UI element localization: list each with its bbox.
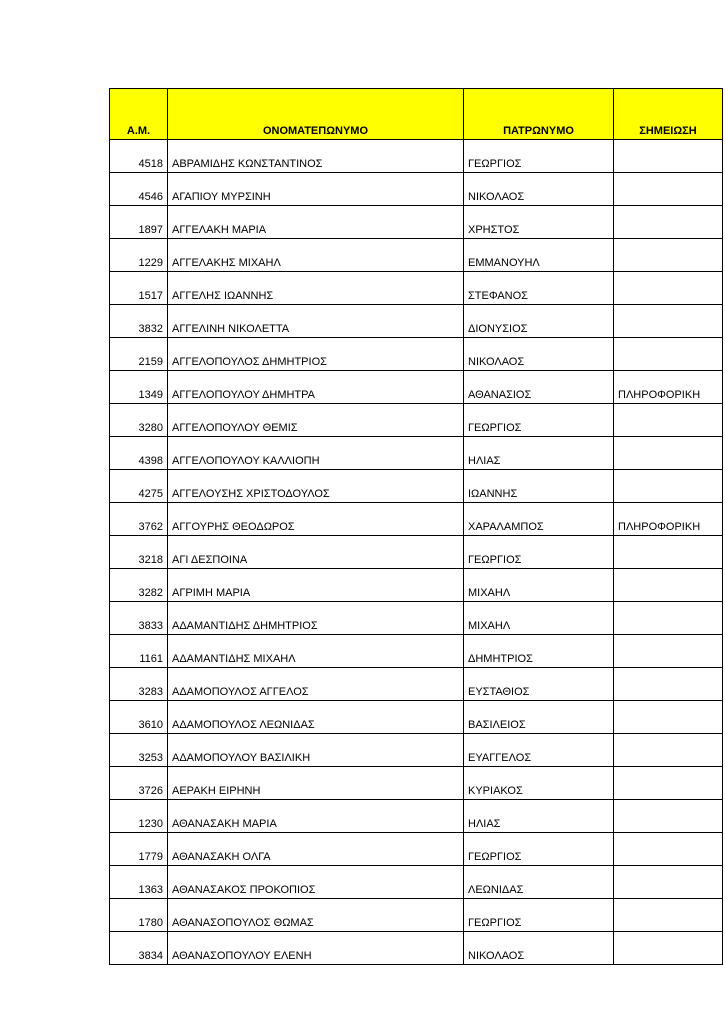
cell-note bbox=[614, 668, 723, 701]
cell-father: ΔΙΟΝΥΣΙΟΣ bbox=[464, 305, 614, 338]
cell-note bbox=[614, 536, 723, 569]
table-row bbox=[110, 140, 723, 173]
table-row bbox=[110, 833, 723, 866]
cell-note bbox=[614, 338, 723, 371]
table-row bbox=[110, 800, 723, 833]
cell-father: ΜΙΧΑΗΛ bbox=[464, 602, 614, 635]
cell-am: 3610 bbox=[110, 701, 168, 734]
cell-father: ΜΙΧΑΗΛ bbox=[464, 569, 614, 602]
header-note: ΣΗΜΕΙΩΣΗ bbox=[614, 89, 723, 140]
cell-name: ΑΓΓΕΛΟΥΣΗΣ ΧΡΙΣΤΟΔΟΥΛΟΣ bbox=[168, 470, 464, 503]
cell-father: ΙΩΑΝΝΗΣ bbox=[464, 470, 614, 503]
cell-name: ΑΘΑΝΑΣΑΚΗ ΜΑΡΙΑ bbox=[168, 800, 464, 833]
cell-name: ΑΕΡΑΚΗ ΕΙΡΗΝΗ bbox=[168, 767, 464, 800]
header-row bbox=[110, 89, 723, 140]
table-row bbox=[110, 503, 723, 536]
cell-father: ΝΙΚΟΛΑΟΣ bbox=[464, 338, 614, 371]
cell-am: 1161 bbox=[110, 635, 168, 668]
cell-note bbox=[614, 635, 723, 668]
table-row bbox=[110, 338, 723, 371]
table-row bbox=[110, 899, 723, 932]
cell-am: 3833 bbox=[110, 602, 168, 635]
student-roster-table bbox=[109, 88, 723, 965]
cell-note bbox=[614, 734, 723, 767]
cell-am: 3253 bbox=[110, 734, 168, 767]
cell-name: ΑΔΑΜΟΠΟΥΛΟΣ ΛΕΩΝΙΔΑΣ bbox=[168, 701, 464, 734]
cell-name: ΑΒΡΑΜΙΔΗΣ ΚΩΝΣΤΑΝΤΙΝΟΣ bbox=[168, 140, 464, 173]
table-row bbox=[110, 173, 723, 206]
cell-am: 4275 bbox=[110, 470, 168, 503]
cell-note bbox=[614, 404, 723, 437]
cell-am: 1779 bbox=[110, 833, 168, 866]
cell-father: ΕΥΣΤΑΘΙΟΣ bbox=[464, 668, 614, 701]
header-name: ΟΝΟΜΑΤΕΠΩΝΥΜΟ bbox=[168, 89, 464, 140]
cell-note bbox=[614, 272, 723, 305]
cell-father: ΓΕΩΡΓΙΟΣ bbox=[464, 899, 614, 932]
cell-note bbox=[614, 602, 723, 635]
cell-name: ΑΔΑΜΟΠΟΥΛΟΥ ΒΑΣΙΛΙΚΗ bbox=[168, 734, 464, 767]
cell-father: ΗΛΙΑΣ bbox=[464, 800, 614, 833]
table-body bbox=[110, 140, 723, 965]
table-row bbox=[110, 932, 723, 965]
cell-am: 1230 bbox=[110, 800, 168, 833]
cell-note bbox=[614, 866, 723, 899]
cell-am: 3283 bbox=[110, 668, 168, 701]
cell-father: ΝΙΚΟΛΑΟΣ bbox=[464, 173, 614, 206]
table-row bbox=[110, 272, 723, 305]
table-row bbox=[110, 635, 723, 668]
table-row bbox=[110, 701, 723, 734]
cell-name: ΑΓΓΕΛΗΣ ΙΩΑΝΝΗΣ bbox=[168, 272, 464, 305]
cell-name: ΑΓΓΕΛΟΠΟΥΛΟΥ ΘΕΜΙΣ bbox=[168, 404, 464, 437]
table-row bbox=[110, 437, 723, 470]
table-row bbox=[110, 536, 723, 569]
cell-father: ΕΥΑΓΓΕΛΟΣ bbox=[464, 734, 614, 767]
cell-am: 3832 bbox=[110, 305, 168, 338]
cell-am: 3218 bbox=[110, 536, 168, 569]
cell-father: ΑΘΑΝΑΣΙΟΣ bbox=[464, 371, 614, 404]
cell-note bbox=[614, 767, 723, 800]
cell-am: 1517 bbox=[110, 272, 168, 305]
cell-father: ΧΑΡΑΛΑΜΠΟΣ bbox=[464, 503, 614, 536]
table-row bbox=[110, 404, 723, 437]
cell-name: ΑΓΑΠΙΟΥ ΜΥΡΣΙΝΗ bbox=[168, 173, 464, 206]
table-row bbox=[110, 734, 723, 767]
cell-am: 4518 bbox=[110, 140, 168, 173]
cell-father: ΚΥΡΙΑΚΟΣ bbox=[464, 767, 614, 800]
table-row bbox=[110, 371, 723, 404]
cell-father: ΓΕΩΡΓΙΟΣ bbox=[464, 536, 614, 569]
table-row bbox=[110, 668, 723, 701]
cell-father: ΧΡΗΣΤΟΣ bbox=[464, 206, 614, 239]
cell-name: ΑΓΡΙΜΗ ΜΑΡΙΑ bbox=[168, 569, 464, 602]
cell-father: ΔΗΜΗΤΡΙΟΣ bbox=[464, 635, 614, 668]
cell-name: ΑΓΓΕΛΑΚΗ ΜΑΡΙΑ bbox=[168, 206, 464, 239]
cell-name: ΑΓΙ ΔΕΣΠΟΙΝΑ bbox=[168, 536, 464, 569]
cell-name: ΑΓΓΕΛΑΚΗΣ ΜΙΧΑΗΛ bbox=[168, 239, 464, 272]
cell-father: ΒΑΣΙΛΕΙΟΣ bbox=[464, 701, 614, 734]
cell-father: ΓΕΩΡΓΙΟΣ bbox=[464, 833, 614, 866]
cell-note bbox=[614, 470, 723, 503]
cell-note bbox=[614, 437, 723, 470]
cell-name: ΑΓΓΕΛΟΠΟΥΛΟΥ ΔΗΜΗΤΡΑ bbox=[168, 371, 464, 404]
cell-note bbox=[614, 899, 723, 932]
cell-am: 3762 bbox=[110, 503, 168, 536]
cell-am: 1229 bbox=[110, 239, 168, 272]
cell-name: ΑΔΑΜΑΝΤΙΔΗΣ ΜΙΧΑΗΛ bbox=[168, 635, 464, 668]
table-row bbox=[110, 569, 723, 602]
cell-am: 1349 bbox=[110, 371, 168, 404]
cell-note bbox=[614, 239, 723, 272]
table-row bbox=[110, 866, 723, 899]
table-row bbox=[110, 206, 723, 239]
table-header bbox=[110, 89, 723, 140]
cell-name: ΑΔΑΜΑΝΤΙΔΗΣ ΔΗΜΗΤΡΙΟΣ bbox=[168, 602, 464, 635]
cell-note: ΠΛΗΡΟΦΟΡΙΚΗ bbox=[614, 371, 723, 404]
table-row bbox=[110, 602, 723, 635]
cell-name: ΑΘΑΝΑΣΟΠΟΥΛΟΥ ΕΛΕΝΗ bbox=[168, 932, 464, 965]
cell-name: ΑΘΑΝΑΣΑΚΗ ΟΛΓΑ bbox=[168, 833, 464, 866]
cell-am: 1897 bbox=[110, 206, 168, 239]
cell-note bbox=[614, 800, 723, 833]
cell-name: ΑΘΑΝΑΣΑΚΟΣ ΠΡΟΚΟΠΙΟΣ bbox=[168, 866, 464, 899]
table-row bbox=[110, 305, 723, 338]
cell-am: 1780 bbox=[110, 899, 168, 932]
table-row bbox=[110, 239, 723, 272]
cell-note bbox=[614, 932, 723, 965]
cell-name: ΑΓΓΕΛΟΠΟΥΛΟΣ ΔΗΜΗΤΡΙΟΣ bbox=[168, 338, 464, 371]
cell-name: ΑΓΓΟΥΡΗΣ ΘΕΟΔΩΡΟΣ bbox=[168, 503, 464, 536]
cell-note bbox=[614, 701, 723, 734]
cell-father: ΗΛΙΑΣ bbox=[464, 437, 614, 470]
cell-father: ΣΤΕΦΑΝΟΣ bbox=[464, 272, 614, 305]
table-row bbox=[110, 470, 723, 503]
cell-am: 3280 bbox=[110, 404, 168, 437]
cell-am: 4546 bbox=[110, 173, 168, 206]
cell-father: ΓΕΩΡΓΙΟΣ bbox=[464, 140, 614, 173]
cell-name: ΑΔΑΜΟΠΟΥΛΟΣ ΑΓΓΕΛΟΣ bbox=[168, 668, 464, 701]
cell-note bbox=[614, 206, 723, 239]
cell-name: ΑΓΓΕΛΟΠΟΥΛΟΥ ΚΑΛΛΙΟΠΗ bbox=[168, 437, 464, 470]
cell-note bbox=[614, 569, 723, 602]
cell-am: 1363 bbox=[110, 866, 168, 899]
cell-father: ΓΕΩΡΓΙΟΣ bbox=[464, 404, 614, 437]
header-am: Α.Μ. bbox=[110, 89, 168, 140]
cell-note: ΠΛΗΡΟΦΟΡΙΚΗ bbox=[614, 503, 723, 536]
cell-am: 3834 bbox=[110, 932, 168, 965]
cell-name: ΑΓΓΕΛΙΝΗ ΝΙΚΟΛΕΤΤΑ bbox=[168, 305, 464, 338]
cell-note bbox=[614, 833, 723, 866]
cell-am: 2159 bbox=[110, 338, 168, 371]
header-father: ΠΑΤΡΩΝΥΜΟ bbox=[464, 89, 614, 140]
cell-father: ΕΜΜΑΝΟΥΗΛ bbox=[464, 239, 614, 272]
cell-father: ΛΕΩΝΙΔΑΣ bbox=[464, 866, 614, 899]
cell-name: ΑΘΑΝΑΣΟΠΟΥΛΟΣ ΘΩΜΑΣ bbox=[168, 899, 464, 932]
roster-sheet bbox=[109, 88, 723, 965]
cell-note bbox=[614, 173, 723, 206]
cell-note bbox=[614, 140, 723, 173]
cell-am: 4398 bbox=[110, 437, 168, 470]
cell-am: 3726 bbox=[110, 767, 168, 800]
table-row bbox=[110, 767, 723, 800]
cell-father: ΝΙΚΟΛΑΟΣ bbox=[464, 932, 614, 965]
cell-am: 3282 bbox=[110, 569, 168, 602]
cell-note bbox=[614, 305, 723, 338]
